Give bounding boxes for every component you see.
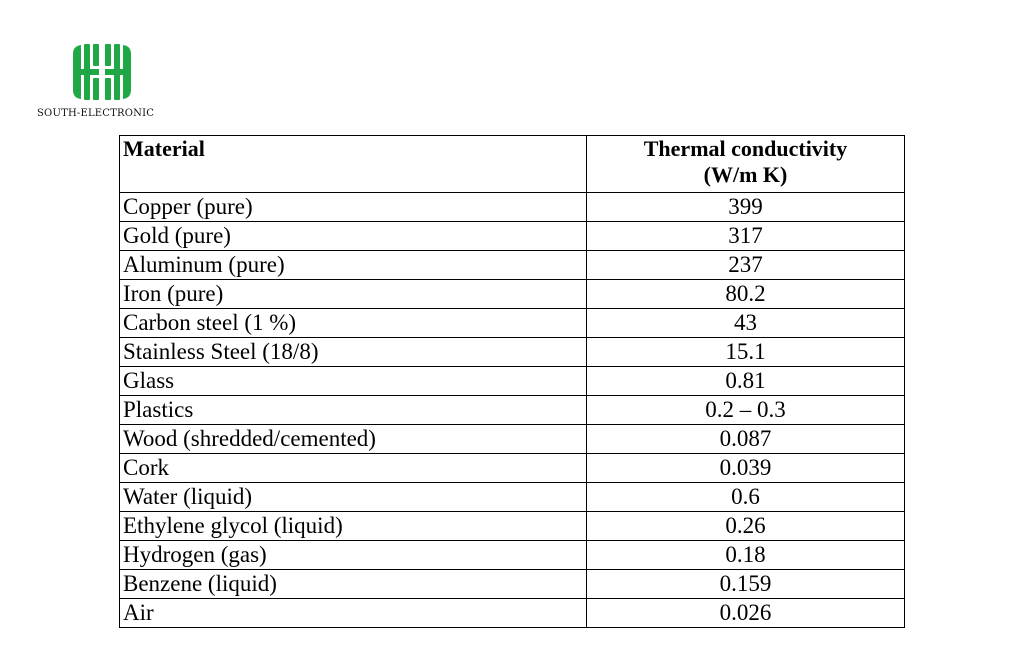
- material-cell: Plastics: [120, 396, 587, 425]
- brand-logo: [36, 38, 181, 124]
- conductivity-cell: 0.6: [587, 483, 905, 512]
- table-row: [120, 454, 905, 483]
- table-row: [120, 396, 905, 425]
- table-row: [120, 338, 905, 367]
- material-cell: Air: [120, 599, 587, 628]
- material-cell: Water (liquid): [120, 483, 587, 512]
- header-unit: (W/m K): [703, 162, 788, 187]
- material-cell: Glass: [120, 367, 587, 396]
- material-cell: Stainless Steel (18/8): [120, 338, 587, 367]
- material-cell: Gold (pure): [120, 222, 587, 251]
- conductivity-cell: 399: [587, 193, 905, 222]
- conductivity-cell: 0.26: [587, 512, 905, 541]
- header-material: Material: [120, 136, 587, 193]
- material-cell: Benzene (liquid): [120, 570, 587, 599]
- conductivity-cell: 0.81: [587, 367, 905, 396]
- conductivity-cell: 0.2 – 0.3: [587, 396, 905, 425]
- table-row: [120, 599, 905, 628]
- brand-name: SOUTH-ELECTRONIC: [37, 108, 155, 119]
- conductivity-cell: 237: [587, 251, 905, 280]
- table-row: [120, 425, 905, 454]
- table-row: [120, 367, 905, 396]
- header-conductivity: [587, 136, 905, 193]
- table-row: [120, 251, 905, 280]
- material-cell: Copper (pure): [120, 193, 587, 222]
- material-cell: Aluminum (pure): [120, 251, 587, 280]
- conductivity-cell: 80.2: [587, 280, 905, 309]
- table-header-row: [120, 136, 905, 193]
- thermal-conductivity-table: [119, 135, 905, 628]
- material-cell: Hydrogen (gas): [120, 541, 587, 570]
- table-row: [120, 541, 905, 570]
- conductivity-cell: 15.1: [587, 338, 905, 367]
- conductivity-cell: 0.026: [587, 599, 905, 628]
- header-conductivity-label: Thermal conductivity: [643, 136, 848, 161]
- conductivity-cell: 43: [587, 309, 905, 338]
- conductivity-cell: 0.159: [587, 570, 905, 599]
- material-cell: Cork: [120, 454, 587, 483]
- material-cell: Iron (pure): [120, 280, 587, 309]
- table-row: [120, 309, 905, 338]
- table-row: [120, 193, 905, 222]
- conductivity-cell: 0.18: [587, 541, 905, 570]
- material-cell: Carbon steel (1 %): [120, 309, 587, 338]
- table-row: [120, 483, 905, 512]
- material-cell: Wood (shredded/cemented): [120, 425, 587, 454]
- conductivity-cell: 0.087: [587, 425, 905, 454]
- table-row: [120, 222, 905, 251]
- material-cell: Ethylene glycol (liquid): [120, 512, 587, 541]
- table-row: [120, 512, 905, 541]
- table-row: [120, 570, 905, 599]
- conductivity-cell: 0.039: [587, 454, 905, 483]
- conductivity-cell: 317: [587, 222, 905, 251]
- sh-monogram-logo-icon: [70, 40, 134, 104]
- table-row: [120, 280, 905, 309]
